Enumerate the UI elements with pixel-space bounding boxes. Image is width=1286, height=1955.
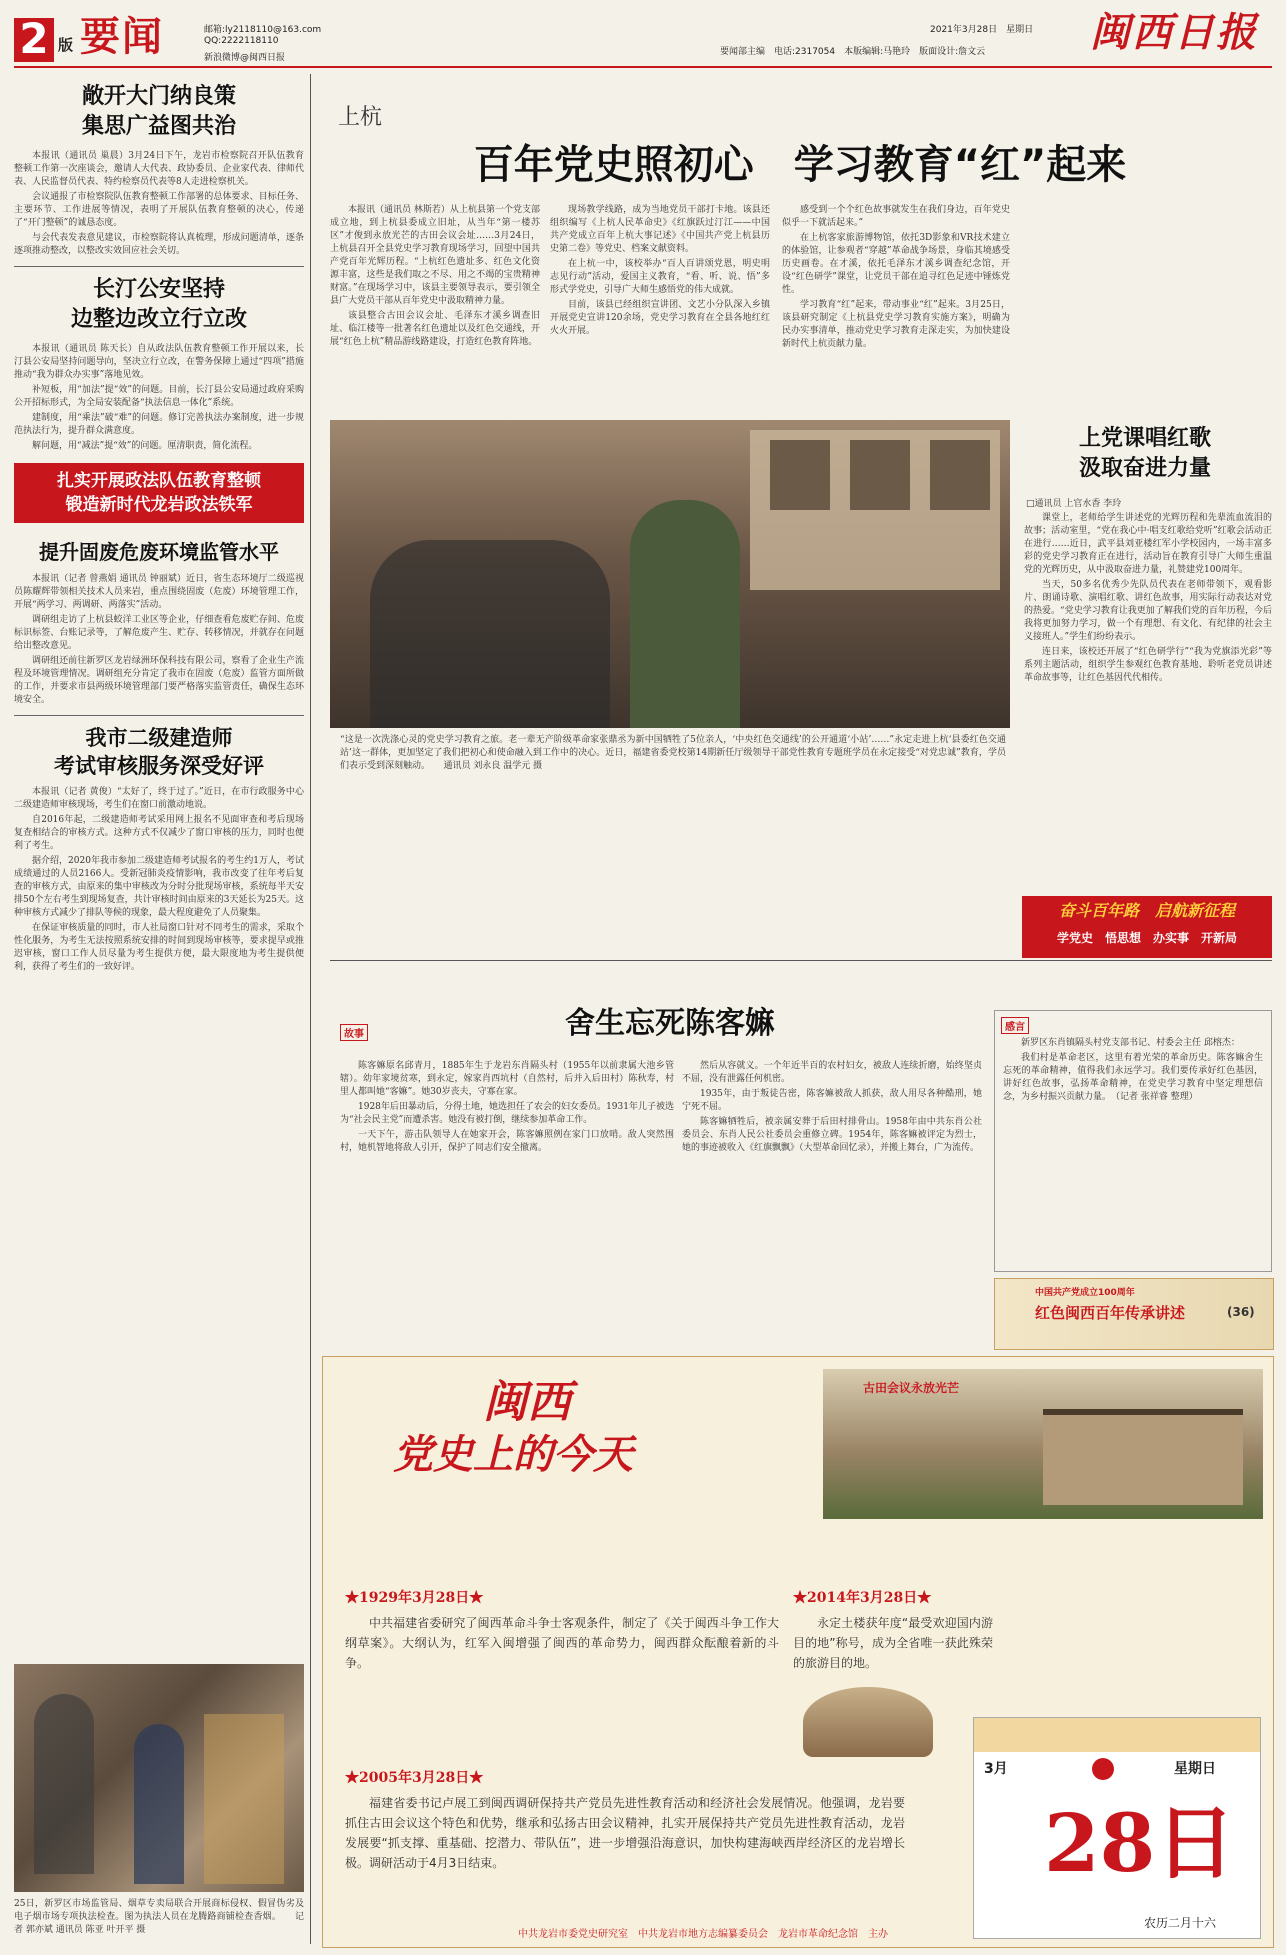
paragraph: 解问题，用“减法”提“效”的问题。厘清职责，简化流程。 <box>32 441 258 451</box>
issue-date: 2021年3月28日 星期日 <box>930 25 1034 35</box>
history-logo-1: 闽西 <box>483 1377 571 1428</box>
paragraph: 感受到一个个红色故事就发生在我们身边，百年党史似乎一下就活起来。” <box>782 205 1010 228</box>
tulou-round-photo <box>803 1687 933 1757</box>
main-col-1 <box>330 204 540 351</box>
paragraph: 陈客嫲牺牲后，被亲属安葬于后田村排骨山。1958年由中共东肖公社委员会、东肖人民公社委员会重修立碑。1954年，陈客嫲被评定为烈士，她的事迹被收入《红旗飘飘》（大型革命回忆录），并搬上舞台，广为流传。 <box>682 1117 982 1153</box>
campaign-banner <box>14 463 304 523</box>
article-1-title: 敞开大门纳良策 <box>81 84 236 109</box>
paragraph: 在上杭客家旅游博物馆，依托3D影象和VR技术建立的体验馆，让参观者“穿越”革命战争场景，身临其境感受历史画卷。在才溪，依托毛泽东才溪乡调查纪念馆，开设“红色研学”课堂，让党员干部在追寻红色足迹中锤炼党性。 <box>782 233 1010 295</box>
divider <box>14 715 304 716</box>
article-3-title: 提升固废危废环境监管水平 <box>39 540 279 564</box>
main-headline: 百年党史照初心 学习教育“红”起来 <box>473 142 1127 188</box>
left-photo-caption: 25日，新罗区市场监管局、烟草专卖局联合开展商标侵权、假冒伪劣及电子烟市场专项执法检查。图为执法人员在龙腾路商铺检查香烟。 记者 郭亦斌 通讯员 陈亚 叶开平 摄 <box>14 1899 304 1935</box>
paragraph: 本报讯（通讯员 巢晨）3月24日下午，龙岩市检察院召开队伍教育整顿工作第一次座谈会，邀请人大代表、政协委员、企业家代表、律师代表、人民监督员代表、特约检察员代表等8人走进检察机关。 <box>14 151 304 187</box>
paragraph: 我们村是革命老区，这里有着光荣的革命历史。陈客嫲舍生忘死的革命精神，值得我们永远学习。我们要传承好红色基因，讲好红色故事，弘扬革命精神，在党史学习教育中坚定理想信念，为乡村振兴贡献力量。 （记者 张祥睿 整理） <box>1003 1053 1263 1102</box>
paragraph: 然后从容就义。一个年近半百的农村妇女，被敌人连续折磨，始终坚贞不屈，没有泄露任何机密。 <box>682 1061 982 1084</box>
calendar-month: 3月 <box>984 1761 1008 1777</box>
paragraph: 现场教学线路，成为当地党员干部打卡地。该县还组织编写《上杭人民革命史》《红旗跃过汀江——中国共产党成立百年上杭大事记述》《中国共产党上杭县历史第二卷》等党史、档案文献资料。 <box>550 205 770 254</box>
story-top-rule <box>330 960 1272 961</box>
tulou-photo-label: 古田会议永放光芒 <box>863 1381 960 1395</box>
party-emblem-icon <box>1092 1758 1114 1780</box>
slogan-line-1: 奋斗百年路 启航新征程 <box>1058 901 1235 920</box>
article-2-subtitle: 边整边改立行立改 <box>70 307 247 332</box>
paragraph: 据介绍，2020年我市参加二级建造师考试报名的考生约1万人，考试成绩通过的人员2166人。受新冠肺炎疫情影响，我市改变了往年考后复查的审核方式，由原来的集中审核改为分时分批现场审核，系统每半天安排50个左右考生到现场复查，共计审核时间由原来的3天延长为25天。这种审核方式减少了排队等候的现象，最大程度避免了人员聚集。 <box>14 856 304 918</box>
article-4-subtitle: 考试审核服务深受好评 <box>54 754 264 778</box>
paragraph: 本报讯（记者 曾燕娟 通讯员 钟丽斌）近日，省生态环境厅二级巡视员陈耀辉带领相关技术人员来岩，重点围绕固废（危废）环境管理工作，开展“两学习、两调研、两落实”活动。 <box>14 574 304 610</box>
contact-qq: QQ:2222118110 <box>204 36 279 46</box>
paragraph: 在上杭一中，该校举办“百人百讲颂党恩，明史明志见行动”活动，爱国主义教育，“看、听、说、悟”多形式学党史，引导广大师生感悟党的伟大成就。 <box>550 259 770 295</box>
paper-logo: 闽西日报 <box>1090 9 1258 56</box>
article-1-body <box>14 150 304 258</box>
story-tag: 故事 <box>340 1024 368 1041</box>
paragraph: 课堂上，老师给学生讲述党的光辉历程和先辈流血流泪的故事；活动室里，“党在我心中·唱支红歌给党听”红歌会活动正在进行……近日，武平县刘亚楼红军小学校园内，一场丰富多彩的党史学习教育正在进行，活动旨在教育引导广大师生重温党的光辉历史，从中汲取奋进力量，礼赞建党100周年。 <box>1024 513 1272 575</box>
commentary-box <box>994 1010 1272 1272</box>
main-col-3 <box>782 204 1010 353</box>
paragraph: 目前，该县已经组织宣讲团、文艺小分队深入乡镇开展党史宣讲120余场，党史学习教育在全县各地红红火火开展。 <box>550 300 770 336</box>
masthead-rule <box>14 66 1272 68</box>
series-badge <box>994 1278 1274 1350</box>
page-number: 2 <box>19 14 49 63</box>
paragraph: 新罗区东肖镇隔头村党支部书记、村委会主任 邱榕杰： <box>1021 1038 1240 1048</box>
paragraph: 本报讯（通讯员 林斯若）从上杭县第一个党支部成立地，到上杭县委成立旧址，从当年“第一楼苏区”才俊到永放光芒的古田会议会址……3月24日，上杭县召开全县党史学习教育现场学习，回望中国共产党百年光辉历程。“上杭红色遗址多、红色文化资源丰富，这些是我们取之不尽、用之不竭的宝贵精神财富。”在现场学习中，该县主要领导表示，要引领全县广大党员干部从百年党史中汲取精神力量。 <box>330 205 540 306</box>
banner-line-1: 扎实开展政法队伍教育整顿 <box>57 471 261 491</box>
paragraph: 学习教育“红”起来，带动事业“红”起来。3月25日，该县研究制定《上杭县党史学习教育实施方案》，明确为民办实事清单，推动党史学习教育走深走实，为加快建设新时代上杭贡献力量。 <box>782 300 1010 349</box>
editor-line: 要闻部主编 电话:2317054 本版编辑:马艳玲 版面设计:詹文云 <box>720 47 986 57</box>
calendar-weekday: 星期日 <box>1174 1761 1216 1777</box>
slogan-line-2: 学党史 悟思想 办实事 开新局 <box>1056 931 1237 945</box>
contact-weibo: 新浪微博@闽西日报 <box>204 53 286 63</box>
main-kicker: 上杭 <box>338 105 383 130</box>
series-badge-title: 中国共产党成立100周年 <box>1035 1288 1135 1298</box>
history-footer: 中共龙岩市委党史研究室 中共龙岩市地方志编纂委员会 龙岩市革命纪念馆 主办 <box>518 1929 888 1940</box>
paragraph: 在保证审核质量的同时，市人社局窗口针对不同考生的需求，采取个性化服务，为考生无法按照系统安排的时间到现场审核等，要求提早或推迟审核，窗口工作人员尽量为考生提供方便，最大限度地为考生提供便利，获得了考生们的一致好评。 <box>14 923 304 972</box>
article-2-title: 长汀公安坚持 <box>92 277 225 302</box>
history-today-panel <box>322 1356 1274 1948</box>
history-logo-2: 党史上的今天 <box>393 1431 633 1478</box>
event-3-body: 永定土楼获年度“最受欢迎国内游目的地”称号，成为全省唯一获此殊荣的旅游目的地。 <box>793 1616 993 1670</box>
contact-email: 邮箱:ly2118110@163.com <box>204 25 322 35</box>
divider <box>14 266 304 267</box>
paragraph: 自2016年起，二级建造师考试采用网上报名不见面审查和考后现场复查相结合的审核方式。这种方式不仅减少了窗口审核的压力，同时也便利了考生。 <box>14 815 304 851</box>
paragraph: 建制度，用“乘法”破“难”的问题。修订完善执法办案制度，进一步规范执法行为，提升群众满意度。 <box>14 413 304 436</box>
commentary-tag: 感言 <box>1001 1017 1029 1034</box>
event-1-body: 中共福建省委研究了闽西革命斗争士客观条件，制定了《关于闽西斗争工作大纲草案》。大纲认为，红军入闽增强了闽西的革命势力，闽西群众酝酿着新的斗争。 <box>345 1616 779 1670</box>
story-title: 舍生忘死陈客嫲 <box>565 1006 775 1041</box>
calendar-day: 28日 <box>1044 1796 1236 1890</box>
paragraph: 当天，50多名优秀少先队员代表在老师带领下，观看影片、朗诵诗歌、演唱红歌、讲红色故事，用实际行动表达对党的热爱。“党史学习教育让我更加了解我们党的百年历程，今后我将更加努力学习，做一个有理想、有文化、有纪律的社会主义接班人。”学生们纷纷表示。 <box>1024 580 1272 642</box>
paragraph: 补短板，用“加法”提“效”的问题。目前，长汀县公安局通过政府采购公开招标形式，为全局安装配备“执法信息一体化”系统。 <box>14 385 304 408</box>
event-2-body: 福建省委书记卢展工到闽西调研保持共产党员先进性教育活动和经济社会发展情况。他强调，龙岩要抓住古田会议这个特色和优势，继承和弘扬古田会议精神，扎实开展保持共产党员先进性教育活动，龙岩发展要“抓支撑、重基础、挖潜力、带队伍”，进一步增强沿海意识，加快构建海峡西岸经济区的龙岩增长极。调研活动于4月3日结束。 <box>345 1796 905 1870</box>
paragraph: 本报讯（记者 黄俊）“太好了，终于过了。”近日，在市行政服务中心二级建造师审核现场，考生们在窗口前激动地说。 <box>14 787 304 810</box>
paragraph: 与会代表发表意见建议，市检察院将认真梳理，形成问题清单，逐条逐项推动整改，以整改实效回应社会关切。 <box>14 233 304 256</box>
series-badge-main: 红色闽西百年传承讲述 <box>1035 1304 1186 1322</box>
section-name: 要闻 <box>80 14 164 60</box>
banner-line-2: 锻造新时代龙岩政法铁军 <box>65 495 253 515</box>
right-article-byline: □通讯员 上官水香 李玲 <box>1026 499 1122 509</box>
slogan-banner <box>1022 896 1272 958</box>
paragraph: 调研组还前往新罗区龙岩绿洲环保科技有限公司，察看了企业生产流程及环境管理情况。调研组充分肯定了我市在固废（危废）监管方面所做的工作，并要求市县两级环境管理部门要严格落实监管责任，确保生态环境安全。 <box>14 656 304 705</box>
article-1-subtitle: 集思广益图共治 <box>81 114 236 139</box>
page-unit: 版 <box>58 36 74 54</box>
column-divider <box>310 74 311 1944</box>
calendar-card <box>973 1717 1261 1939</box>
main-photo-caption: “这是一次洗涤心灵的党史学习教育之旅。老一辈无产阶级革命家张鼎丞为新中国牺牲了5位亲人，‘中央红色交通线’的公开通道‘小站’……”永定走进上杭‘县委红色交通站’这一群体，更加坚定了我们把初心和使命融入到工作中的决心。近日，福建省委党校第14期新任厅级领导干部党性教育专题班学员在永定接受“对党忠诚”教育，学员们表示受到深刻触动。 通讯员 刘永良 温学元 摄 <box>340 735 1006 771</box>
article-4-body <box>14 786 304 974</box>
main-news-photo <box>330 420 1010 728</box>
paragraph: 本报讯（通讯员 陈天长）自从政法队伍教育整顿工作开展以来，长汀县公安局坚持问题导向，坚决立行立改，在警务保障上通过“四项”措施推动“我为群众办实事”落地见效。 <box>14 344 304 380</box>
paragraph: 连日来，该校还开展了“红色研学行”“我为党旗添光彩”等系列主题活动，组织学生参观红色教育基地、聆听老党员讲述革命故事等，让红色基因代代相传。 <box>1024 647 1272 683</box>
calendar-lunar: 农历二月十六 <box>1144 1916 1217 1930</box>
paragraph: 该县整合古田会议会址、毛泽东才溪乡调查旧址、临江楼等一批著名红色遗址以及红色交通线，开展“红色上杭”精品游线路建设，打造红色教育阵地。 <box>330 311 540 347</box>
main-col-2 <box>550 204 770 340</box>
paragraph: 一天下午，游击队领导人在她家开会，陈客嫲照例在家门口放哨。敌人突然围村，她机智地将敌人引开，保护了同志们安全撤离。 <box>340 1130 674 1153</box>
event-3-title: ★2014年3月28日★ <box>793 1590 932 1606</box>
right-article-body <box>1024 512 1272 687</box>
right-article-subtitle: 汲取奋进力量 <box>1078 456 1211 481</box>
left-news-photo <box>14 1664 304 1892</box>
paragraph: 陈客嫲原名邱青月，1885年生于龙岩东肖隔头村（1955年以前隶属大池乡管辖）。幼年家境贫寒，到永定，嫁家肖西坑村（自然村，后并入后田村）陈秋寿，村里人都叫她“客嫲”。她30岁丧夫，守寡在家。 <box>340 1061 674 1097</box>
commentary-body <box>1003 1037 1263 1106</box>
event-2-title: ★2005年3月28日★ <box>345 1770 484 1786</box>
calendar-header <box>974 1718 1260 1752</box>
paragraph: 会议通报了市检察院队伍教育整顿工作部署的总体要求、目标任务、主要环节、工作进展等情况，表明了开展队伍教育整顿的决心，传递了“开门整顿”的诚恳态度。 <box>14 192 304 228</box>
right-article-title: 上党课唱红歌 <box>1078 426 1211 451</box>
article-3-body <box>14 573 304 707</box>
masthead <box>0 0 1286 64</box>
story-col-2 <box>682 1060 982 1157</box>
paragraph: 1935年，由于叛徒告密，陈客嫲被敌人抓获，敌人用尽各种酷刑，她宁死不屈。 <box>682 1089 982 1112</box>
story-col-1 <box>340 1060 674 1157</box>
series-badge-number: (36) <box>1227 1305 1255 1319</box>
event-1-title: ★1929年3月28日★ <box>345 1590 484 1606</box>
paragraph: 调研组走访了上杭县蛟洋工业区等企业，仔细查看危废贮存间、危废标识标签、台账记录等，了解危废产生、贮存、转移情况，并就存在问题给出整改意见。 <box>14 615 304 651</box>
article-4-title: 我市二级建造师 <box>85 726 233 750</box>
paragraph: 1928年后田暴动后，分得土地，她选担任了农会的妇女委员。1931年儿子被选为“社会民主党”而遭杀害。她没有被打倒，继续参加革命工作。 <box>340 1102 674 1125</box>
article-2-body <box>14 343 304 453</box>
tulou-photo <box>823 1369 1263 1519</box>
